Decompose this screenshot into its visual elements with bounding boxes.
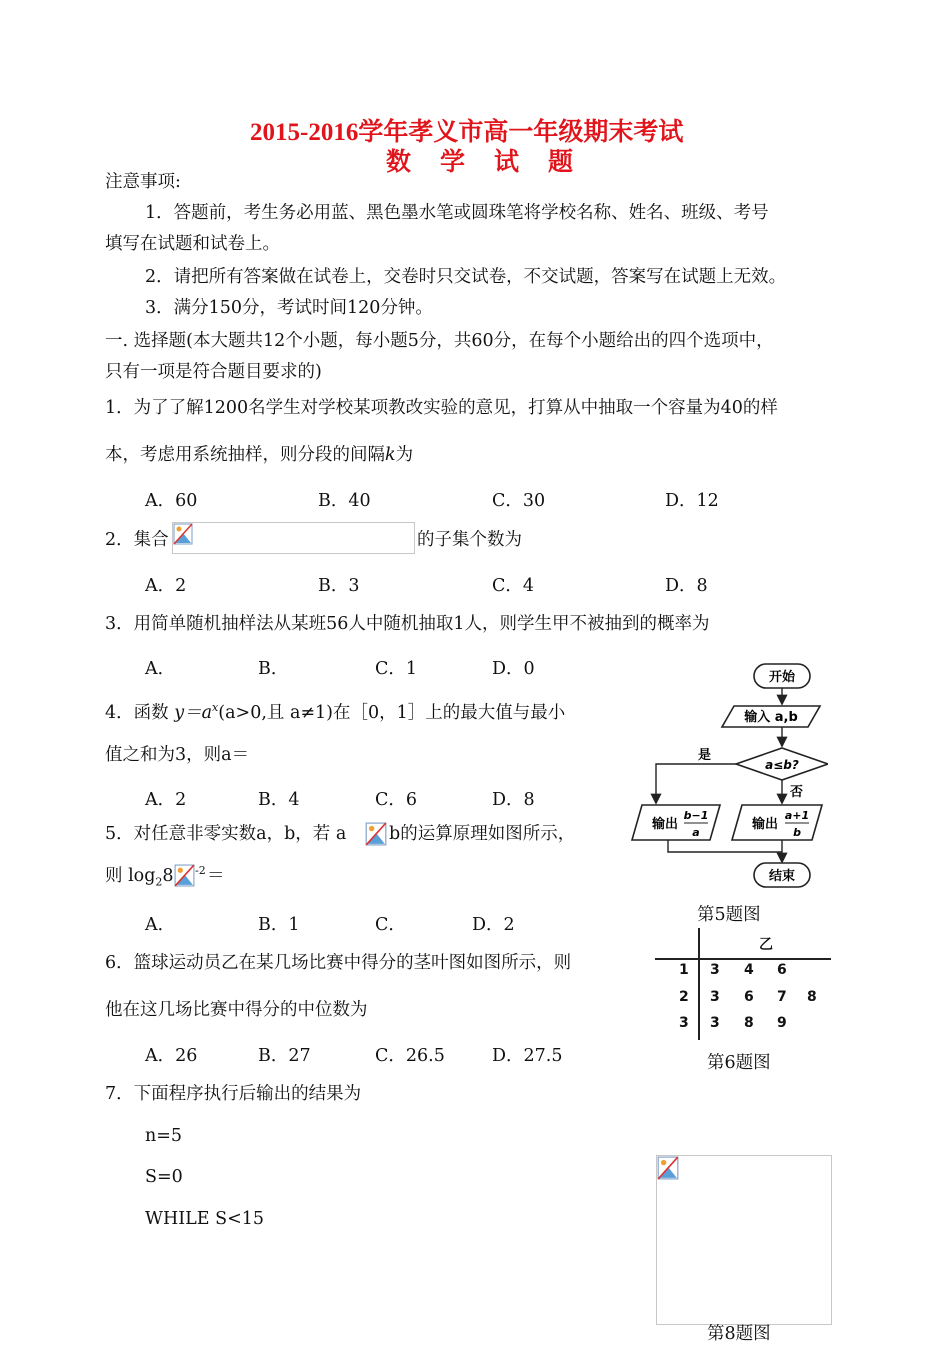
q5-log-base: 2 [155,875,163,889]
flow-end-label: 结束 [768,869,796,884]
notice-heading: 注意事项: [105,172,181,192]
leaf-2-2: 6 [744,989,754,1005]
section-heading: 一. 选择题(本大题共12个小题，每小题5分，共60分，在每个小题给出的四个选项中， [105,331,774,351]
exam-title: 2015-2016学年孝义市高一年级期末考试 [250,119,684,146]
leaf-1-2: 4 [744,962,754,978]
flow-output-right-num: a+1 [784,809,810,822]
q3-option-c: C．1 [375,659,418,679]
q1-option-b: B．40 [318,491,371,511]
q4-option-a: A．2 [145,790,187,810]
q4-text [105,697,565,724]
operator-image-icon [365,822,387,846]
q3-option-b: B． [258,659,289,679]
q4-exponent: x [212,701,219,714]
q6-option-a: A．26 [145,1046,198,1066]
q1-text-b: 为 [395,445,414,465]
q5-option-d: D．2 [472,915,515,935]
q4-option-c: C．6 [375,790,418,810]
q7-code-line-1: n=5 [145,1126,183,1146]
q1-text-a: 本，考虑用系统抽样，则分段的间隔 [105,445,385,465]
q6-option-c: C．26.5 [375,1046,445,1066]
q6-option-b: B．27 [258,1046,311,1066]
q5-text-a: 5．对任意非零实数a，b，若 a [105,824,347,844]
notice-item-1: 1．答题前，考生务必用蓝、黑色墨水笔或圆珠笔将学校名称、姓名、班级、考号 [145,203,769,223]
leaf-3-3: 9 [777,1015,787,1031]
q5-option-b: B．1 [258,915,300,935]
q2-option-c: C．4 [492,576,535,596]
q2-option-a: A．2 [145,576,187,596]
leaf-1-1: 3 [710,962,720,978]
q5-expr [105,865,174,894]
q6-option-d: D．27.5 [492,1046,563,1066]
figure-6-caption: 第6题图 [707,1053,771,1073]
flow-decision-label: a≤b? [765,758,799,772]
flow-start-label: 开始 [768,670,796,685]
q1-option-c: C．30 [492,491,546,511]
q5-option-c: C． [375,915,406,935]
figure-5-caption: 第5题图 [697,905,761,925]
leaf-3-2: 8 [744,1015,754,1031]
q3-option-d: D．0 [492,659,535,679]
leaf-2-1: 3 [710,989,720,1005]
q5-text-b: b的运算原理如图所示， [389,824,576,844]
flow-output-left-num: b−1 [683,809,709,822]
stem-row-3: 3 [679,1015,689,1031]
flowchart-figure [628,660,828,890]
q7-text: 7．下面程序执行后输出的结果为 [105,1084,362,1104]
q4-text-b: (a>0,且 a≠1)在［0，1］上的最大值与最小 [218,702,566,723]
q7-code-line-2: S=0 [145,1167,183,1187]
stem-row-2: 2 [679,989,689,1005]
q4-text-a: 4．函数 [105,702,169,723]
flow-output-left-label: 输出 [652,817,679,832]
q5-option-a: A． [145,915,176,935]
q5-exponent: -2 [195,864,206,877]
q6-text-cont: 他在这几场比赛中得分的中位数为 [105,1000,368,1020]
q2-suffix: 的子集个数为 [417,530,522,550]
q3-option-a: A． [145,659,176,679]
q4-text-cont: 值之和为3，则a＝ [105,745,250,765]
notice-item-1-cont: 填写在试题和试卷上。 [105,234,280,254]
stem-leaf-header: 乙 [759,937,773,953]
stem-leaf-plot [655,928,835,1043]
section-heading-cont: 只有一项是符合题目要求的) [105,362,322,382]
leaf-3-1: 3 [710,1015,720,1031]
leaf-2-4: 8 [807,989,817,1005]
q2-set-image [172,522,415,554]
stem-leaf-divider-vertical [698,928,700,1040]
flow-yes-label: 是 [698,748,712,763]
flow-no-label: 否 [790,785,804,800]
exam-subject: 数 学 试 题 [386,149,576,176]
q3-text: 3．用简单随机抽样法从某班56人中随机抽取1人，则学生甲不被抽到的概率为 [105,614,710,634]
q1-option-d: D．12 [665,491,719,511]
q2-option-d: D．8 [665,576,708,596]
flow-output-left-den: a [692,826,700,839]
notice-item-2: 2．请把所有答案做在试卷上，交卷时只交试卷，不交试题，答案写在试题上无效。 [145,267,787,287]
broken-image-icon [657,1156,679,1180]
stem-row-1: 1 [679,962,689,978]
q5-log-text: 则 log [105,866,156,886]
figure-8-image [656,1155,832,1325]
q2-prefix: 2．集合 [105,530,169,550]
q7-code-line-3: WHILE S<15 [145,1209,265,1229]
q4-expr: y＝a [174,702,213,723]
q1-option-a: A．60 [145,491,198,511]
figure-8-caption: 第8题图 [707,1324,771,1344]
flow-input-label: 输入 a,b [744,710,798,725]
q1-var-k: k [385,445,396,465]
q6-text: 6．篮球运动员乙在某几场比赛中得分的茎叶图如图所示，则 [105,953,572,973]
notice-item-3: 3．满分150分，考试时间120分钟。 [145,298,433,318]
q5-log-arg: 8 [162,866,174,886]
flow-output-right-label: 输出 [752,817,779,832]
stem-leaf-divider-horizontal [655,958,831,960]
broken-image-icon [173,523,193,545]
q5-equals: ＝ [207,866,225,886]
q2-option-b: B．3 [318,576,360,596]
leaf-2-3: 7 [777,989,787,1005]
flow-output-right-den: b [793,826,801,839]
q4-option-b: B．4 [258,790,300,810]
q4-option-d: D．8 [492,790,535,810]
operator-image-icon-2 [174,864,195,887]
q1-text-cont [105,444,413,466]
leaf-1-3: 6 [777,962,787,978]
q1-text: 1．为了了解1200名学生对学校某项教改实验的意见，打算从中抽取一个容量为40的样 [105,398,778,418]
